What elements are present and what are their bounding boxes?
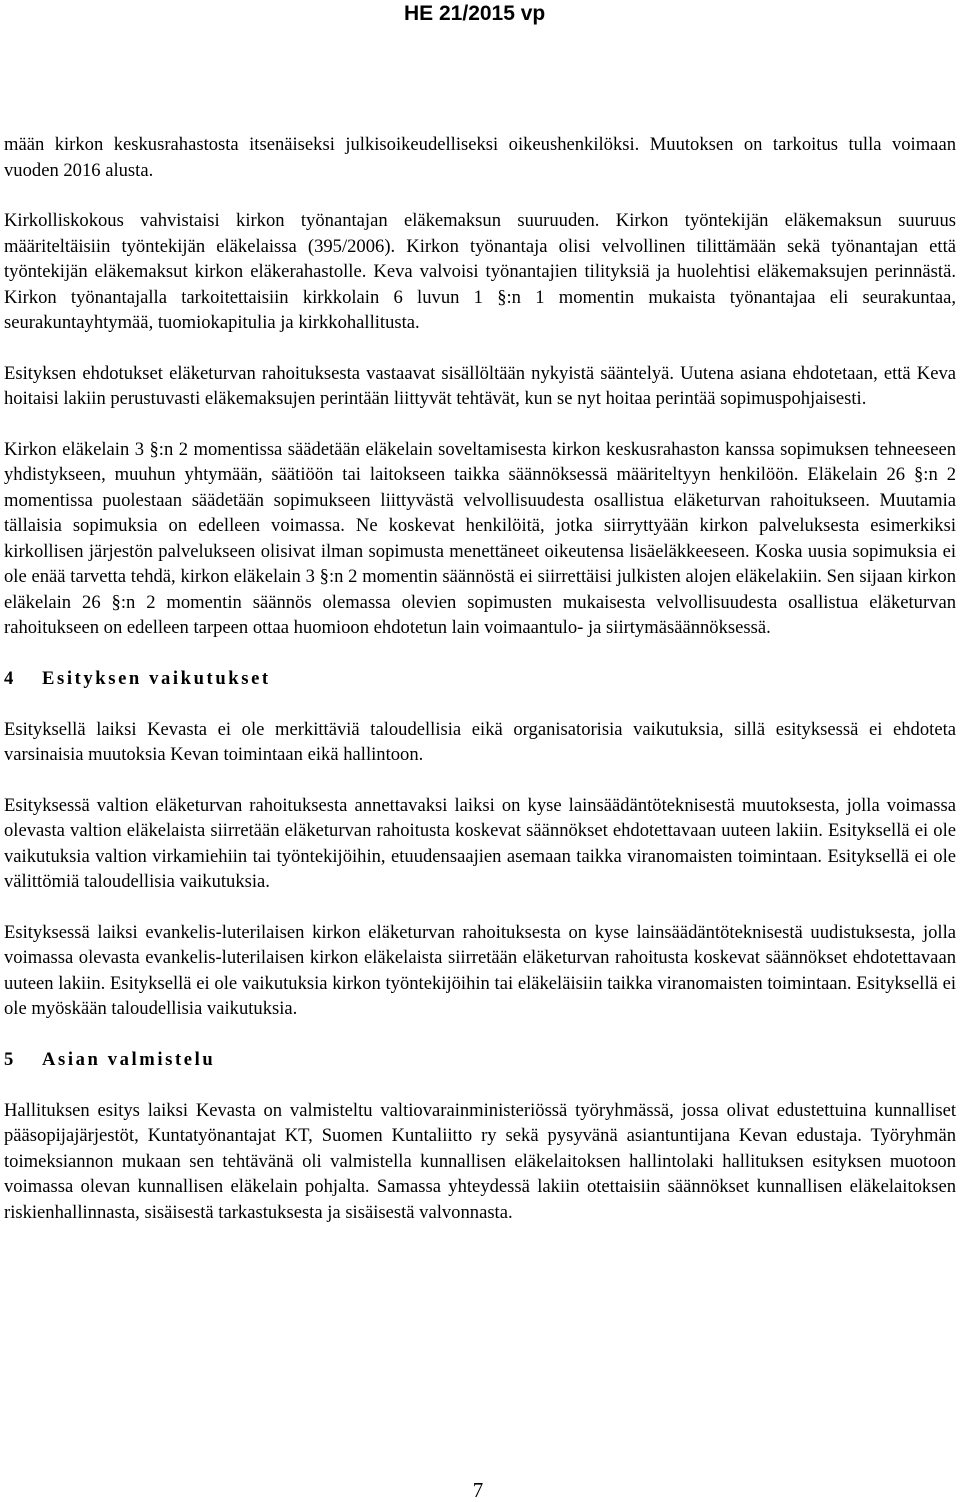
paragraph: Esityksellä laiksi Kevasta ei ole merkittäviä taloudellisia eikä organisatorisia vaikutuksia, sillä esityksessä ei ehdoteta varsinaisia muutoksia Kevan toimintaan eikä hallintoon. bbox=[4, 718, 956, 765]
section-title: Esityksen vaikutukset bbox=[42, 667, 271, 689]
section-number: 4 bbox=[4, 667, 14, 689]
page-number: 7 bbox=[472, 1478, 484, 1502]
document-header: HE 21/2015 vp bbox=[404, 2, 546, 25]
section-number: 5 bbox=[4, 1048, 14, 1070]
paragraph: Esityksessä laiksi evankelis-luterilaisen kirkon eläketurvan rahoituksesta on kyse lainsäädäntöteknisestä uudistuksesta, jolla voimassa olevasta evankelis-luterilaisen kirkon eläkelaista siirretään eläketurvan rahoitusta koskevat säännökset ehdotettavaan uuteen lakiin. Esityksellä ei ole vaikutuksia kirkon työntekijöihin tai eläkeläisiin taikka viranomaisten toimintaan. Esityksellä ei ole myöskään taloudellisia vaikutuksia. bbox=[4, 921, 956, 1019]
paragraph: Hallituksen esitys laiksi Kevasta on valmisteltu valtiovarainministeriössä työryhmässä, jossa olivat edustettuina kunnalliset pääsopijajärjestöt, Kuntatyönantajat KT, Suomen Kuntaliitto ry sekä pysyvänä asiantuntijana Kevan edustaja. Työryhmän toimeksiannon mukaan sen tehtävänä oli valmistella kunnallisen eläkelaitoksen hallintolaki hallituksen esityksen muotoon voimassa olevan kunnallisen eläkelain pohjalta. Samassa yhteydessä lakiin otettaisiin säännökset kunnallisen eläkelaitoksen riskienhallinnasta, sisäisestä tarkastuksesta ja sisäisestä valvonnasta. bbox=[4, 1099, 956, 1223]
paragraph: Esityksen ehdotukset eläketurvan rahoituksesta vastaavat sisällöltään nykyistä sääntelyä. Uutena asiana ehdotetaan, että Keva hoitaisi lakiin perustuvasti eläkemaksujen perintään liittyvät tehtävät, kun se nyt hoitaa perintää sopimuspohjaisesti. bbox=[4, 362, 956, 409]
paragraph: mään kirkon keskusrahastosta itsenäiseksi julkisoikeudelliseksi oikeushenkilöksi. Muutoksen on tarkoitus tulla voimaan vuoden 2016 alusta. bbox=[4, 134, 956, 181]
document-body bbox=[4, 132, 956, 1250]
paragraph: Kirkon eläkelain 3 §:n 2 momentissa säädetään eläkelain soveltamisesta kirkon keskusrahaston kanssa sopimuksen tehneeseen yhdistykseen, muuhun yhtymään, säätiöön tai laitokseen taikka säännöksessä määriteltyyn henkilöön. Eläkelain 26 §:n 2 momentissa puolestaan säädetään sopimukseen liittyvästä velvollisuudesta osallistua eläketurvan rahoitukseen. Muutamia tällaisia sopimuksia on edelleen voimassa. Ne koskevat henkilöitä, jotka siirryttyään kirkon palveluksesta esimerkiksi kirkollisen järjestön palvelukseen olisivat ilman sopimusta menettäneet oikeutensa lisäeläkkeeseen. Koska uusia sopimuksia ei ole enää tarvetta tehdä, kirkon eläkelain 3 §:n 2 momentin säännöstä ei siirrettäisi julkisten alojen eläkelakiin. Sen sijaan kirkon eläkelain 26 §:n 2 momentin säännös olemassa olevien sopimusten mukaisesta velvollisuudesta osallistua eläketurvan rahoitukseen on edelleen tarpeen ottaa huomioon ehdotetun lain voimaantulo- ja siirtymäsäännöksessä. bbox=[4, 438, 956, 638]
section-heading-5 bbox=[4, 1047, 956, 1073]
section-heading-4 bbox=[4, 666, 956, 692]
paragraph: Esityksessä valtion eläketurvan rahoituksesta annettavaksi laiksi on kyse lainsäädäntöteknisestä muutoksesta, jolla voimassa olevasta valtion eläkelaista siirretään eläketurvan rahoitusta koskevat säännökset ehdotettavaan uuteen lakiin. Esityksellä ei ole vaikutuksia valtion virkamiehiin tai työntekijöihin, etuudensaajien asemaan taikka viranomaisten toimintaan. Esityksellä ei ole välittömiä taloudellisia vaikutuksia. bbox=[4, 794, 956, 892]
paragraph: Kirkolliskokous vahvistaisi kirkon työnantajan eläkemaksun suuruuden. Kirkon työntekijän eläkemaksun suuruus määriteltäisiin työntekijän eläkelaissa (395/2006). Kirkon työnantaja olisi velvollinen tilittämään sekä työnantajan että työntekijän eläkemaksut kirkon eläkerahastolle. Keva valvoisi työnantajien tilityksiä ja huolehtisi eläkemaksujen perinnästä. Kirkon työnantajalla tarkoitettaisiin kirkkolain 6 luvun 1 §:n 1 momentin mukaista työnantajaa eli seurakuntaa, seurakuntayhtymää, tuomiokapitulia ja kirkkohallitusta. bbox=[4, 210, 956, 333]
section-title: Asian valmistelu bbox=[42, 1048, 216, 1070]
